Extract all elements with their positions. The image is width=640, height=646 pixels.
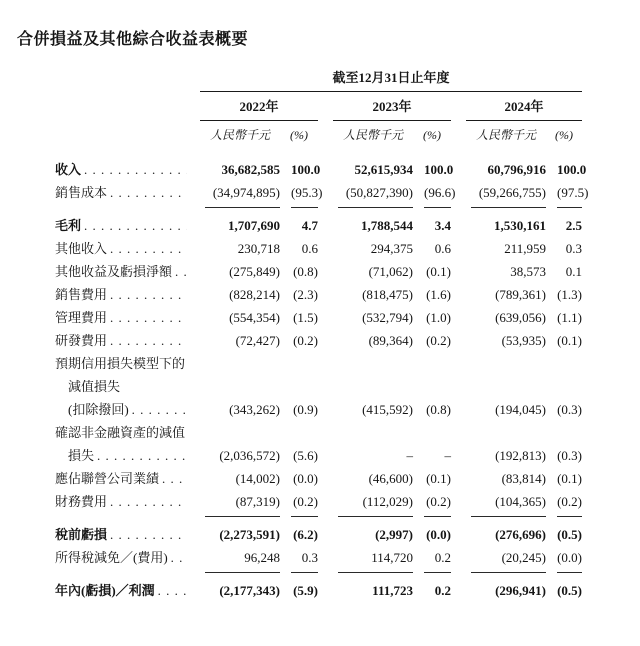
percent-cell: 4.7 — [301, 218, 318, 233]
amount-cell: (343,262) — [229, 402, 280, 417]
header-spacer — [55, 143, 582, 158]
row-label: 銷售成本 — [55, 185, 108, 200]
financial-table — [55, 69, 589, 602]
column-gap — [318, 208, 333, 237]
table-row — [55, 158, 582, 181]
amount-cell: 211,959 — [504, 241, 546, 256]
percent-cell: (0.0) — [557, 546, 582, 573]
row-label: 銷售費用 — [55, 287, 108, 302]
percent-cell: 100.0 — [557, 162, 587, 177]
percent-cell: (0.2) — [293, 333, 318, 348]
amount-cell: (415,592) — [362, 402, 413, 417]
dot-leader — [110, 329, 187, 352]
dot-leader — [110, 490, 187, 513]
row-label-cell — [55, 329, 200, 352]
column-gap — [318, 329, 333, 352]
percent-cell: (1.3) — [557, 287, 583, 302]
dot-leader — [97, 444, 187, 467]
period-header: 截至12月31日止年度 — [200, 69, 582, 92]
percent-cell: (0.1) — [557, 333, 583, 348]
column-gap — [318, 352, 333, 421]
dot-leader — [84, 158, 187, 181]
year-header-row — [55, 92, 582, 121]
amount-cell: 114,720 — [338, 546, 413, 573]
row-label: 其他收入 — [55, 241, 108, 256]
percent-cell: 0.6 — [434, 241, 451, 256]
row-label-cell — [55, 517, 200, 546]
dot-leader — [84, 214, 187, 237]
row-label-cell — [55, 546, 200, 573]
row-label-cell — [55, 352, 200, 421]
row-label: 應佔聯營公司業績 — [55, 471, 160, 486]
column-gap — [318, 306, 333, 329]
amount-cell: 1,530,161 — [494, 218, 546, 233]
percent-cell: (96.6) — [424, 181, 451, 208]
amount-cell: – — [406, 448, 413, 463]
amount-cell: (87,319) — [205, 490, 280, 517]
row-label: (扣除撥回) — [68, 402, 129, 417]
table-row — [55, 306, 582, 329]
dot-leader — [110, 523, 187, 546]
percent-cell: 3.4 — [434, 218, 451, 233]
percent-cell: 0.2 — [434, 583, 451, 598]
column-gap — [318, 237, 333, 260]
percent-cell: 100.0 — [424, 162, 454, 177]
row-label: 減值損失 — [68, 379, 121, 394]
year-header-2022: 2022年 — [200, 92, 318, 121]
row-label: 確認非金融資產的減值 — [55, 425, 186, 440]
percent-cell: (6.2) — [293, 527, 318, 542]
page-title: 合併損益及其他綜合收益表概要 — [17, 31, 249, 48]
percent-cell: 0.3 — [565, 241, 583, 256]
column-gap — [451, 208, 466, 237]
row-label-cell — [55, 260, 200, 283]
dot-leader — [110, 237, 187, 260]
row-label-cell — [55, 421, 200, 467]
amount-cell: (2,997) — [375, 527, 413, 542]
column-gap — [451, 517, 466, 546]
unit-label-2024: 人民幣千元 — [475, 128, 536, 142]
percent-cell: (0.8) — [293, 264, 318, 279]
percent-cell: (2.3) — [293, 287, 318, 302]
column-gap — [451, 260, 466, 283]
column-gap — [451, 467, 466, 490]
row-label: 管理費用 — [55, 310, 108, 325]
table-row — [55, 352, 582, 421]
percent-cell: (0.2) — [291, 490, 318, 517]
year-header-2024: 2024年 — [466, 92, 582, 121]
amount-cell: (275,849) — [229, 264, 280, 279]
percent-cell: (0.1) — [557, 471, 583, 486]
row-label: 研發費用 — [55, 333, 108, 348]
dot-leader — [171, 546, 187, 569]
table-row — [55, 237, 582, 260]
amount-cell: (532,794) — [362, 310, 413, 325]
column-gap — [318, 283, 333, 306]
dot-leader — [110, 181, 187, 204]
percent-cell: (5.9) — [293, 583, 318, 598]
amount-cell: (59,266,755) — [471, 181, 546, 208]
amount-cell: 1,788,544 — [361, 218, 413, 233]
amount-cell: (89,364) — [368, 333, 413, 348]
column-gap — [451, 329, 466, 352]
row-label: 稅前虧損 — [55, 527, 108, 542]
percent-label-2022: (%) — [290, 128, 308, 142]
column-gap — [318, 573, 333, 602]
row-label: 年內(虧損)／利潤 — [55, 583, 155, 598]
row-label-cell — [55, 283, 200, 306]
column-gap — [451, 158, 466, 181]
percent-cell: (0.1) — [426, 471, 451, 486]
amount-cell: (2,177,343) — [219, 583, 280, 598]
percent-cell: (1.5) — [293, 310, 318, 325]
amount-cell: (14,002) — [235, 471, 280, 486]
amount-cell: (83,814) — [501, 471, 546, 486]
row-label: 所得稅減免／(費用) — [55, 550, 168, 565]
percent-cell: 100.0 — [291, 162, 321, 177]
percent-cell: (5.6) — [293, 448, 318, 463]
percent-cell: (1.6) — [426, 287, 451, 302]
column-gap — [451, 283, 466, 306]
dot-leader — [175, 260, 187, 283]
row-label-cell — [55, 237, 200, 260]
percent-cell: (0.2) — [424, 490, 451, 517]
table-row — [55, 283, 582, 306]
row-label: 毛利 — [55, 218, 82, 233]
column-gap — [451, 352, 466, 421]
amount-cell: 36,682,585 — [221, 162, 280, 177]
dot-leader — [158, 579, 187, 602]
unit-header-row — [55, 121, 582, 144]
column-gap — [318, 158, 333, 181]
row-label-cell — [55, 306, 200, 329]
percent-cell: 0.3 — [291, 546, 318, 573]
amount-cell: (639,056) — [495, 310, 546, 325]
amount-cell: 230,718 — [237, 241, 280, 256]
percent-label-2024: (%) — [555, 128, 573, 142]
percent-cell: (0.3) — [557, 448, 583, 463]
column-gap — [318, 490, 333, 517]
column-gap — [318, 467, 333, 490]
amount-cell: (112,029) — [338, 490, 413, 517]
amount-cell: (276,696) — [495, 527, 546, 542]
row-label: 其他收益及虧損淨額 — [55, 264, 173, 279]
percent-cell: (97.5) — [557, 181, 582, 208]
row-label-cell — [55, 490, 200, 517]
column-gap — [451, 573, 466, 602]
percent-cell: (0.1) — [426, 264, 451, 279]
table-row — [55, 260, 582, 283]
column-gap — [318, 421, 333, 467]
row-label: 損失 — [68, 448, 95, 463]
table-row — [55, 421, 582, 467]
column-gap — [451, 421, 466, 467]
amount-cell: (53,935) — [501, 333, 546, 348]
dot-leader — [162, 467, 187, 490]
table-row — [55, 573, 582, 602]
amount-cell: (789,361) — [495, 287, 546, 302]
percent-cell: (0.0) — [426, 527, 451, 542]
table-body — [55, 158, 589, 602]
percent-cell: (0.5) — [557, 527, 583, 542]
amount-cell: (71,062) — [368, 264, 413, 279]
table-row — [55, 329, 582, 352]
period-header-row — [55, 69, 582, 92]
column-gap — [318, 260, 333, 283]
column-gap — [451, 306, 466, 329]
amount-cell: 60,796,916 — [487, 162, 546, 177]
column-gap — [451, 490, 466, 517]
percent-cell: 0.6 — [301, 241, 318, 256]
column-gap — [451, 546, 466, 573]
table-row — [55, 181, 582, 208]
amount-cell: (2,036,572) — [219, 448, 280, 463]
row-label: 預期信用損失模型下的 — [55, 356, 186, 371]
row-label: 財務費用 — [55, 494, 108, 509]
amount-cell: 96,248 — [205, 546, 280, 573]
amount-cell: (194,045) — [495, 402, 546, 417]
table-row — [55, 490, 582, 517]
amount-cell: (2,273,591) — [219, 527, 280, 542]
percent-cell: 0.2 — [424, 546, 451, 573]
amount-cell: (72,427) — [235, 333, 280, 348]
amount-cell: (554,354) — [229, 310, 280, 325]
amount-cell: 294,375 — [370, 241, 413, 256]
amount-cell: (104,365) — [471, 490, 546, 517]
amount-cell: 111,723 — [372, 583, 413, 598]
row-label-cell — [55, 181, 200, 208]
unit-label-2023: 人民幣千元 — [342, 128, 403, 142]
percent-cell: (95.3) — [291, 181, 318, 208]
percent-cell: (0.9) — [293, 402, 318, 417]
percent-cell: (0.2) — [426, 333, 451, 348]
percent-cell: (0.3) — [557, 402, 583, 417]
amount-cell: (828,214) — [229, 287, 280, 302]
percent-cell: 0.1 — [565, 264, 583, 279]
percent-cell: (0.8) — [426, 402, 451, 417]
dot-leader — [132, 398, 187, 421]
table-row — [55, 467, 582, 490]
unit-label-2022: 人民幣千元 — [209, 128, 270, 142]
percent-cell: (0.2) — [557, 490, 582, 517]
percent-cell: (0.0) — [293, 471, 318, 486]
year-header-2023: 2023年 — [333, 92, 451, 121]
row-label-cell — [55, 158, 200, 181]
amount-cell: (818,475) — [362, 287, 413, 302]
amount-cell: (20,245) — [471, 546, 546, 573]
column-gap — [451, 237, 466, 260]
amount-cell: (296,941) — [495, 583, 546, 598]
amount-cell: 1,707,690 — [228, 218, 280, 233]
row-label-cell — [55, 467, 200, 490]
percent-label-2023: (%) — [423, 128, 441, 142]
dot-leader — [110, 283, 187, 306]
column-gap — [318, 546, 333, 573]
row-label-cell — [55, 573, 200, 602]
row-label: 收入 — [55, 162, 82, 177]
percent-cell: (1.0) — [426, 310, 451, 325]
amount-cell: (50,827,390) — [338, 181, 413, 208]
amount-cell: (192,813) — [495, 448, 546, 463]
table-row — [55, 208, 582, 237]
percent-cell: (0.5) — [557, 583, 583, 598]
amount-cell: (34,974,895) — [205, 181, 280, 208]
column-gap — [318, 517, 333, 546]
percent-cell: 2.5 — [565, 218, 583, 233]
amount-cell: 52,615,934 — [354, 162, 413, 177]
amount-cell: (46,600) — [368, 471, 413, 486]
table-row — [55, 517, 582, 546]
table-row — [55, 546, 582, 573]
amount-cell: 38,573 — [510, 264, 546, 279]
dot-leader — [110, 306, 187, 329]
percent-cell: (1.1) — [557, 310, 583, 325]
percent-cell: – — [444, 448, 451, 463]
row-label-cell — [55, 208, 200, 237]
